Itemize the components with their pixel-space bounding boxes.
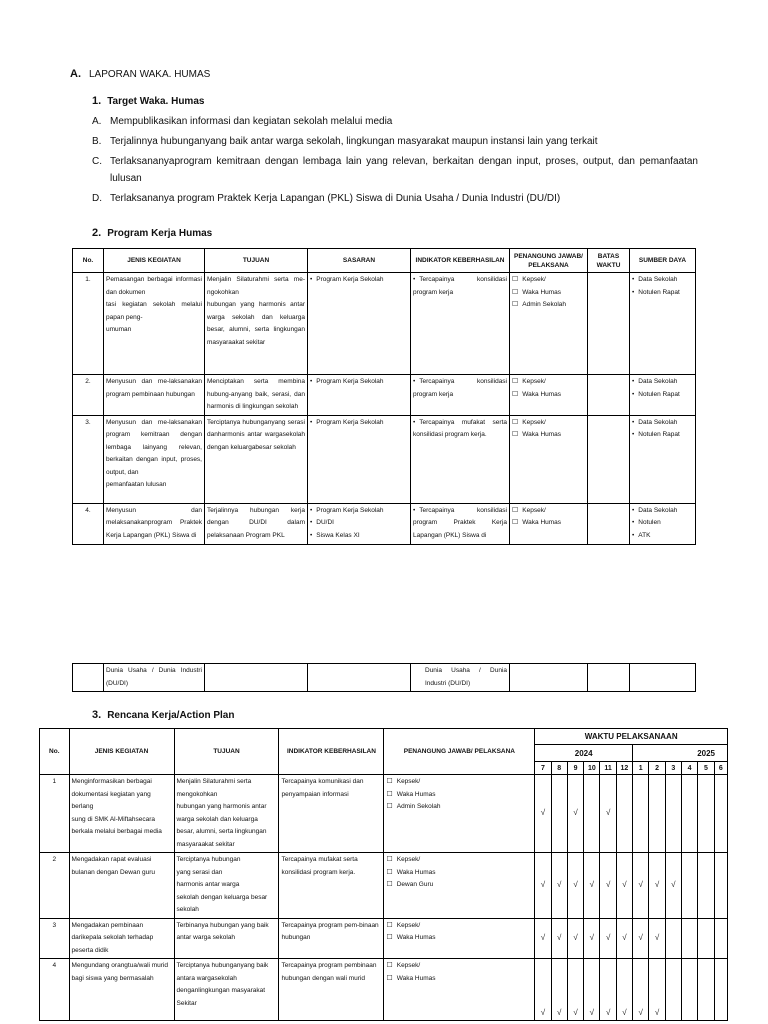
check-mark: √ (616, 918, 632, 959)
empty-cell (681, 853, 697, 919)
table-row (40, 959, 728, 1021)
check-mark: √ (600, 853, 616, 919)
row-sasaran (308, 415, 411, 503)
check-mark: √ (584, 918, 600, 959)
row-pj-item: ☐ Kepsek/ (512, 417, 585, 430)
row-no: 3 (40, 918, 70, 959)
row-jenis: Menyusun dan melaksanakanprogram Praktek Kerja Lapangan (PKL) Siswa di (104, 503, 205, 544)
program-num: 2. (92, 227, 102, 239)
goal-item (92, 113, 698, 130)
row-sumber-item: • Notulen (632, 517, 693, 530)
check-mark: √ (535, 918, 551, 959)
empty-cell (633, 775, 649, 853)
table-row (73, 273, 696, 375)
table-row (40, 918, 728, 959)
row-pj-item: ☐ Kepsek/ (386, 960, 532, 973)
check-mark: √ (551, 853, 567, 919)
row-pj (384, 775, 535, 853)
header-jenis: JENIS KEGIATAN (104, 249, 205, 273)
row-pj-item: ☐ Kepsek/ (386, 920, 532, 933)
row-pj-item: ☐ Kepsek/ (512, 274, 585, 287)
check-mark: √ (584, 959, 600, 1021)
check-mark: √ (616, 959, 632, 1021)
row-pj-item: ☐ Waka Humas (512, 429, 585, 442)
row-sumber-item: • Data Sekolah (632, 376, 693, 389)
goal-text: Terlaksananya program Praktek Kerja Lapangan (PKL) Siswa di Dunia Usaha / Dunia Industri (DU/DI) (110, 193, 561, 204)
row-sasaran-item: • Siswa Kelas XI (310, 530, 408, 543)
row-sasaran-item: • Program Kerja Sekolah (310, 376, 408, 389)
program-table-continuation (72, 663, 696, 692)
empty-cell (681, 775, 697, 853)
check-mark: √ (616, 853, 632, 919)
row-tujuan: Terciptanya hubungan yang serasi dan harmonis antar warga sekolah dengan keluarga besar sekolah (174, 853, 279, 919)
row-indikator (411, 415, 510, 503)
empty-cell (649, 775, 665, 853)
row-jenis: Pemasangan berbagai informasi dan dokumen tasi kegiatan sekolah melalui papan peng- umuman (104, 273, 205, 375)
month-header: 9 (567, 762, 583, 775)
check-mark: √ (633, 959, 649, 1021)
row-batas-waktu (588, 375, 630, 416)
row-sumber-item: • Notulen Rapat (632, 287, 693, 300)
row-no: 2 (40, 853, 70, 919)
table-row (73, 415, 696, 503)
row-sasaran (308, 273, 411, 375)
rhead-year-2025: 2025 (633, 745, 728, 762)
program-table (72, 248, 696, 545)
goals-list (92, 113, 698, 210)
rhead-pj: PENANGUNG JAWAB/ PELAKSANA (384, 729, 535, 775)
check-mark: √ (535, 775, 551, 853)
program-header-row (73, 249, 696, 273)
row-sasaran (308, 503, 411, 544)
program-heading (92, 227, 212, 239)
header-no: No. (73, 249, 104, 273)
rencana-table (39, 728, 728, 1021)
check-mark: √ (600, 918, 616, 959)
row-pj-item: ☐ Kepsek/ (386, 776, 532, 789)
check-mark: √ (584, 853, 600, 919)
header-tujuan: TUJUAN (205, 249, 308, 273)
rencana-num: 3. (92, 709, 102, 721)
section-a-title: LAPORAN WAKA. HUMAS (89, 69, 211, 80)
goal-text: Terjalinnya hubunganyang baik antar warga sekolah, lingkungan masyarakat maupun instansi lain yang terkait (110, 136, 598, 147)
goal-text: Mempublikasikan informasi dan kegiatan sekolah melalui media (110, 116, 393, 127)
row-pj (384, 853, 535, 919)
month-header: 8 (551, 762, 567, 775)
row-sumber-item: • Notulen Rapat (632, 389, 693, 402)
goal-label: C. (92, 156, 102, 167)
row-jenis: Mengadakan pembinaan darikepala sekolah terhadap peserta didik (69, 918, 174, 959)
row-pj-item: ☐ Waka Humas (512, 389, 585, 402)
row-sasaran-item: • Program Kerja Sekolah (310, 505, 408, 518)
row-no: 3. (73, 415, 104, 503)
row-pj (510, 503, 588, 544)
rencana-header-row (40, 729, 728, 745)
goal-text: Terlaksananyaprogram kemitraan dengan lembaga lain yang relevan, berkaitan dengan input, proses, output, dan pemanfaatan lulusan (110, 156, 698, 184)
row-no: 4. (73, 503, 104, 544)
row-sumber (630, 273, 696, 375)
check-mark: √ (567, 918, 583, 959)
header-indikator: INDIKATOR KEBERHASILAN (411, 249, 510, 273)
row-tujuan: Terjalinnya hubungan kerja dengan DU/DI dalam pelaksanaan Program PKL (205, 503, 308, 544)
goal-item (92, 190, 698, 207)
row-sumber (630, 375, 696, 416)
goal-item (92, 133, 698, 150)
row-pj-item: ☐ Kepsek/ (512, 505, 585, 518)
row-pj-item: ☐ Admin Sekolah (512, 299, 585, 312)
check-mark: √ (600, 775, 616, 853)
check-mark: √ (649, 918, 665, 959)
goal-label: D. (92, 193, 102, 204)
row-pj-item: ☐ Waka Humas (386, 789, 532, 802)
check-mark: √ (551, 959, 567, 1021)
empty-cell (698, 918, 714, 959)
row-tujuan: Terciptanya hubunganyang serasi danharmonis antar wargasekolah dengan keluargabesar sekolah (205, 415, 308, 503)
empty-cell (698, 959, 714, 1021)
row-indikator (411, 273, 510, 375)
row-pj-item: ☐ Waka Humas (386, 973, 532, 986)
row-sasaran-item: • DU/DI (310, 517, 408, 530)
row-pj-item: ☐ Kepsek/ (512, 376, 585, 389)
check-mark: √ (649, 853, 665, 919)
row-tujuan: Terbinanya hubungan yang baik antar warga sekolah (174, 918, 279, 959)
table-row (73, 664, 696, 692)
table-row (73, 375, 696, 416)
row-indikator-item: • Tercapainya mufakat serta konsilidasi program kerja. (413, 417, 507, 442)
row-indikator-item: • Tercapainya konsilidasi program Praktek Kerja Lapangan (PKL) Siswa di (413, 505, 507, 543)
empty-cell (681, 959, 697, 1021)
empty-cell (665, 959, 681, 1021)
row-pj-item: ☐ Admin Sekolah (386, 801, 532, 814)
row-batas-waktu (588, 503, 630, 544)
row-sumber-item: • ATK (632, 530, 693, 543)
rhead-waktu: WAKTU PELAKSANAAN (535, 729, 728, 745)
target-num: 1. (92, 95, 102, 107)
row-sumber (630, 415, 696, 503)
target-title: Target Waka. Humas (107, 96, 205, 107)
row-batas-waktu (588, 415, 630, 503)
month-header: 1 (633, 762, 649, 775)
check-mark: √ (535, 853, 551, 919)
header-sumber-daya: SUMBER DAYA (630, 249, 696, 273)
empty-cell (714, 918, 727, 959)
continuation-jenis: Dunia Usaha / Dunia Industri (DU/DI) (104, 664, 205, 692)
row-sumber-item: • Notulen Rapat (632, 429, 693, 442)
check-mark: √ (535, 959, 551, 1021)
rhead-jenis: JENIS KEGIATAN (69, 729, 174, 775)
row-jenis: Mengadakan rapat evaluasi bulanan dengan Dewan guru (69, 853, 174, 919)
row-indikator-item: • Tercapainya konsilidasi program kerja (413, 376, 507, 401)
rhead-year-2024: 2024 (535, 745, 633, 762)
row-batas-waktu (588, 273, 630, 375)
row-pj (384, 918, 535, 959)
table-row (40, 853, 728, 919)
target-heading (92, 95, 204, 107)
row-indikator-item: • Tercapainya konsilidasi program kerja (413, 274, 507, 299)
rencana-heading (92, 709, 234, 721)
row-tujuan: Menjalin Silaturahmi serta me-ngokohkan hubungan yang harmonis antar warga sekolah dan keluarga besar, alumni, serta lingkungan masyaraakat sekitar (205, 273, 308, 375)
header-pj: PENANGUNG JAWAB/ PELAKSANA (510, 249, 588, 273)
check-mark: √ (567, 775, 583, 853)
empty-cell (665, 775, 681, 853)
row-pj-item: ☐ Waka Humas (512, 517, 585, 530)
empty-cell (681, 918, 697, 959)
empty-cell (616, 775, 632, 853)
row-jenis: Menyusun dan me-laksanakan program pembinaan hubungan (104, 375, 205, 416)
section-a-letter: A. (70, 68, 81, 80)
rhead-no: No. (40, 729, 70, 775)
check-mark: √ (633, 853, 649, 919)
row-indikator: Tercapainya program pem-binaan hubungan (279, 918, 384, 959)
month-header: 6 (714, 762, 727, 775)
row-sasaran-item: • Program Kerja Sekolah (310, 417, 408, 430)
row-pj (384, 959, 535, 1021)
row-jenis: Mengundang orangtua/wali murid bagi siswa yang bermasalah (69, 959, 174, 1021)
row-pj-item: ☐ Dewan Guru (386, 879, 532, 892)
empty-cell (665, 918, 681, 959)
row-tujuan: Terciptanya hubunganyang baik antara wargasekolah denganlingkungan masyarakat Sekitar (174, 959, 279, 1021)
empty-cell (714, 775, 727, 853)
row-no: 2. (73, 375, 104, 416)
row-sasaran (308, 375, 411, 416)
month-header: 4 (681, 762, 697, 775)
continuation-indikator: Dunia Usaha / Dunia Industri (DU/DI) (411, 664, 510, 692)
row-indikator (411, 503, 510, 544)
row-jenis: Menginformasikan berbagai dokumentasi kegiatan yang berlang sung di SMK Al-Miftahsecara berkala melalui berbagai media (69, 775, 174, 853)
month-header: 3 (665, 762, 681, 775)
table-row (40, 775, 728, 853)
empty-cell (698, 775, 714, 853)
empty-cell (714, 959, 727, 1021)
row-pj (510, 415, 588, 503)
row-tujuan: Menciptakan serta membina hubung-anyang baik, serasi, dan harmonis di lingkungan sekolah (205, 375, 308, 416)
month-header: 7 (535, 762, 551, 775)
row-sumber (630, 503, 696, 544)
row-pj (510, 375, 588, 416)
empty-cell (714, 853, 727, 919)
row-sumber-item: • Data Sekolah (632, 417, 693, 430)
empty-cell (551, 775, 567, 853)
row-no: 4 (40, 959, 70, 1021)
month-header: 2 (649, 762, 665, 775)
check-mark: √ (551, 918, 567, 959)
check-mark: √ (649, 959, 665, 1021)
row-indikator: Tercapainya program pembinaan hubungan dengan wali murid (279, 959, 384, 1021)
row-sasaran-item: • Program Kerja Sekolah (310, 274, 408, 287)
row-sumber-item: • Data Sekolah (632, 505, 693, 518)
row-pj-item: ☐ Kepsek/ (386, 854, 532, 867)
month-header: 12 (616, 762, 632, 775)
check-mark: √ (633, 918, 649, 959)
goal-label: A. (92, 116, 102, 127)
empty-cell (584, 775, 600, 853)
rhead-tujuan: TUJUAN (174, 729, 279, 775)
check-mark: √ (567, 959, 583, 1021)
row-pj-item: ☐ Waka Humas (386, 932, 532, 945)
month-header: 11 (600, 762, 616, 775)
row-pj-item: ☐ Waka Humas (512, 287, 585, 300)
rencana-title: Rencana Kerja/Action Plan (107, 710, 235, 721)
table-row (73, 503, 696, 544)
check-mark: √ (600, 959, 616, 1021)
check-mark: √ (567, 853, 583, 919)
header-batas-waktu: BATAS WAKTU (588, 249, 630, 273)
row-indikator: Tercapainya komunikasi dan penyampaian informasi (279, 775, 384, 853)
row-no: 1 (40, 775, 70, 853)
section-a-heading (70, 68, 210, 80)
month-header: 10 (584, 762, 600, 775)
goal-item (92, 153, 698, 187)
row-tujuan: Menjalin Silaturahmi serta mengokohkan hubungan yang harmonis antar warga sekolah dan keluarga besar, alumni, serta lingkungan masyaraakat sekitar (174, 775, 279, 853)
goal-label: B. (92, 136, 102, 147)
row-no: 1. (73, 273, 104, 375)
row-sumber-item: • Data Sekolah (632, 274, 693, 287)
check-mark: √ (665, 853, 681, 919)
rhead-indikator: INDIKATOR KEBERHASILAN (279, 729, 384, 775)
row-jenis: Menyusun dan me-laksanakan program kemitraan dengan lembaga lainyang relevan, berkaitan dengan input, proses, output, dan pemanfaatan lulusan (104, 415, 205, 503)
header-sasaran: SASARAN (308, 249, 411, 273)
row-pj-item: ☐ Waka Humas (386, 867, 532, 880)
empty-cell (698, 853, 714, 919)
row-indikator: Tercapainya mufakat serta konsilidasi program kerja. (279, 853, 384, 919)
row-indikator (411, 375, 510, 416)
program-title: Program Kerja Humas (107, 228, 213, 239)
month-header: 5 (698, 762, 714, 775)
row-pj (510, 273, 588, 375)
